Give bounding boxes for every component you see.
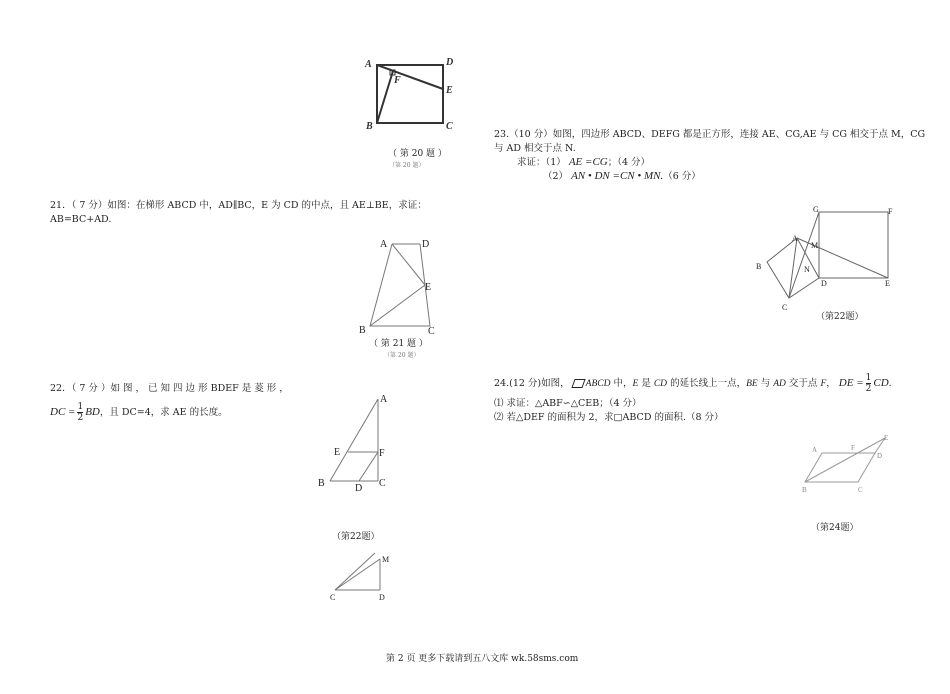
fig20-caption: （ 第 20 题 ）: [388, 149, 447, 159]
fig21-label-c: C: [428, 326, 435, 337]
fig23-label-n: N: [804, 265, 810, 274]
fig22b-label-d: D: [379, 593, 385, 602]
q23-eq-1-pts: ；（4 分）: [607, 157, 651, 168]
fig20-caption-small: （第 20 题）: [389, 162, 425, 169]
q23-part-2-label: （2）: [543, 171, 569, 182]
fig22-label-b: B: [318, 478, 325, 489]
q22-dc-lhs: DC =: [50, 406, 76, 418]
q24-frac-num: 1: [865, 373, 872, 383]
fig23-label-d: D: [821, 279, 827, 288]
q24-f: F: [820, 379, 827, 389]
fig22-caption: （第22题）: [332, 532, 380, 542]
fig21-caption-small: （第 20 题）: [384, 352, 420, 359]
fig23-label-e: E: [885, 279, 890, 288]
figure-22: [315, 390, 395, 500]
parallelogram-icon: [571, 379, 585, 388]
fig24-label-f: F: [851, 444, 855, 452]
q24-t-i: 与: [757, 378, 774, 389]
figure-23: [752, 200, 902, 310]
figure-22-partial: [325, 545, 395, 607]
q23-eq-2-pts: （6 分）: [663, 171, 701, 182]
fig24-caption: （第24题）: [811, 523, 859, 533]
fig21-label-a: A: [380, 239, 388, 250]
fig21-label-b: B: [359, 325, 366, 336]
q24-t-m: ，: [826, 378, 836, 389]
fig20-label-e: E: [446, 85, 453, 96]
fig23-label-g: G: [813, 205, 819, 214]
page-footer: 第 2 页 更多下载请到五八文库 wk.58sms.com: [386, 654, 579, 664]
q24-ad: AD: [773, 379, 786, 389]
fig20-label-a: A: [365, 59, 372, 70]
q24-sub-2: ⑵ 若△DEF 的面积为 2，求□ABCD 的面积.（8 分）: [494, 412, 724, 423]
q24-frac-den: 2: [865, 384, 872, 394]
q22-line-2: [50, 401, 228, 424]
q23-eq-2: AN • DN =CN • MN.: [571, 170, 664, 182]
fig21-label-d: D: [422, 239, 430, 250]
q22-fraction: [77, 402, 83, 423]
fig23-label-f: F: [888, 207, 893, 216]
fig24-label-a: A: [812, 446, 818, 454]
q24-intro: 24.(12 分)如图，: [494, 378, 570, 389]
q23-line-2: 与 AD 相交于点 N.: [494, 143, 576, 154]
fig23-label-c: C: [782, 303, 788, 312]
q22-frac-den: 2: [77, 413, 84, 423]
q21-line-1: 21．（ 7 分）如图：在梯形 ABCD 中，AD∥BC，E 为 CD 的中点，且 AE⊥BE，求证：: [50, 200, 427, 211]
figure-20: [360, 55, 470, 135]
fig24-label-b: B: [802, 486, 807, 494]
fig23-caption: （第22题）: [816, 312, 864, 322]
q22-line-1: 22．（ 7 分 ）如 图 ， 已 知 四 边 形 BDEF 是 菱 形 ，: [50, 383, 289, 394]
q22-frac-num: 1: [77, 402, 84, 412]
q24-cd: CD: [653, 379, 668, 389]
fig20-label-c: C: [446, 121, 453, 132]
q24-period: .: [888, 378, 892, 389]
fig22-label-c: C: [379, 478, 386, 489]
fig21-label-e: E: [425, 282, 432, 293]
q24-abcd: ABCD: [585, 379, 611, 389]
q24-t-e: 是: [638, 378, 654, 389]
q23-proof-2: [543, 169, 701, 184]
q23-eq-1: AE =CG: [568, 156, 608, 168]
q24-sub-1: ⑴ 求证：△ABF∽△CEB；（4 分）: [494, 398, 642, 409]
figure-21: [355, 235, 445, 335]
q24-line-1: [494, 372, 892, 395]
fig23-label-m: M: [811, 241, 819, 250]
q23-proof-label: 求证：（1）: [517, 157, 566, 168]
fig22-label-e: E: [334, 447, 341, 458]
fig22-label-d: D: [355, 483, 363, 494]
fig22-label-a: A: [380, 394, 388, 405]
fig22b-label-m: M: [382, 555, 390, 564]
fig20-label-b: B: [366, 121, 373, 132]
fig23-label-b: B: [756, 262, 762, 271]
q24-de-rhs: CD: [873, 377, 889, 389]
fig20-label-f: F: [394, 75, 401, 86]
fig24-label-c: C: [858, 486, 863, 494]
fig20-label-d: D: [446, 57, 454, 68]
fig21-caption: （ 第 21 题 ）: [369, 339, 428, 349]
q22-dc-rhs: BD: [85, 406, 100, 418]
q24-t-k: 交于点: [785, 378, 821, 389]
q24-fraction: [866, 373, 872, 394]
q24-t-c: 中，: [610, 378, 633, 389]
fig24-label-d: D: [877, 452, 883, 460]
q21-line-2: AB=BC+AD.: [50, 214, 112, 225]
q24-e: E: [632, 379, 639, 389]
fig22-label-f: F: [379, 448, 385, 459]
q22-line-2-rest: ，且 DC=4，求 AE 的长度。: [99, 407, 228, 418]
fig22b-label-c: C: [330, 593, 336, 602]
q24-t-g: 的延长线上一点，: [667, 378, 747, 389]
q23-line-1: 23.（10 分）如图，四边形 ABCD、DEFG 都是正方形，连接 AE、CG,AE 与 CG 相交于点 M，CG: [494, 129, 926, 140]
fig24-label-e: E: [884, 434, 889, 442]
figure-24: [800, 430, 900, 500]
fig23-label-a: A: [792, 234, 798, 243]
q24-de-lhs: DE =: [838, 377, 864, 389]
q23-proof-1: [517, 155, 650, 170]
q24-be: BE: [746, 379, 758, 389]
